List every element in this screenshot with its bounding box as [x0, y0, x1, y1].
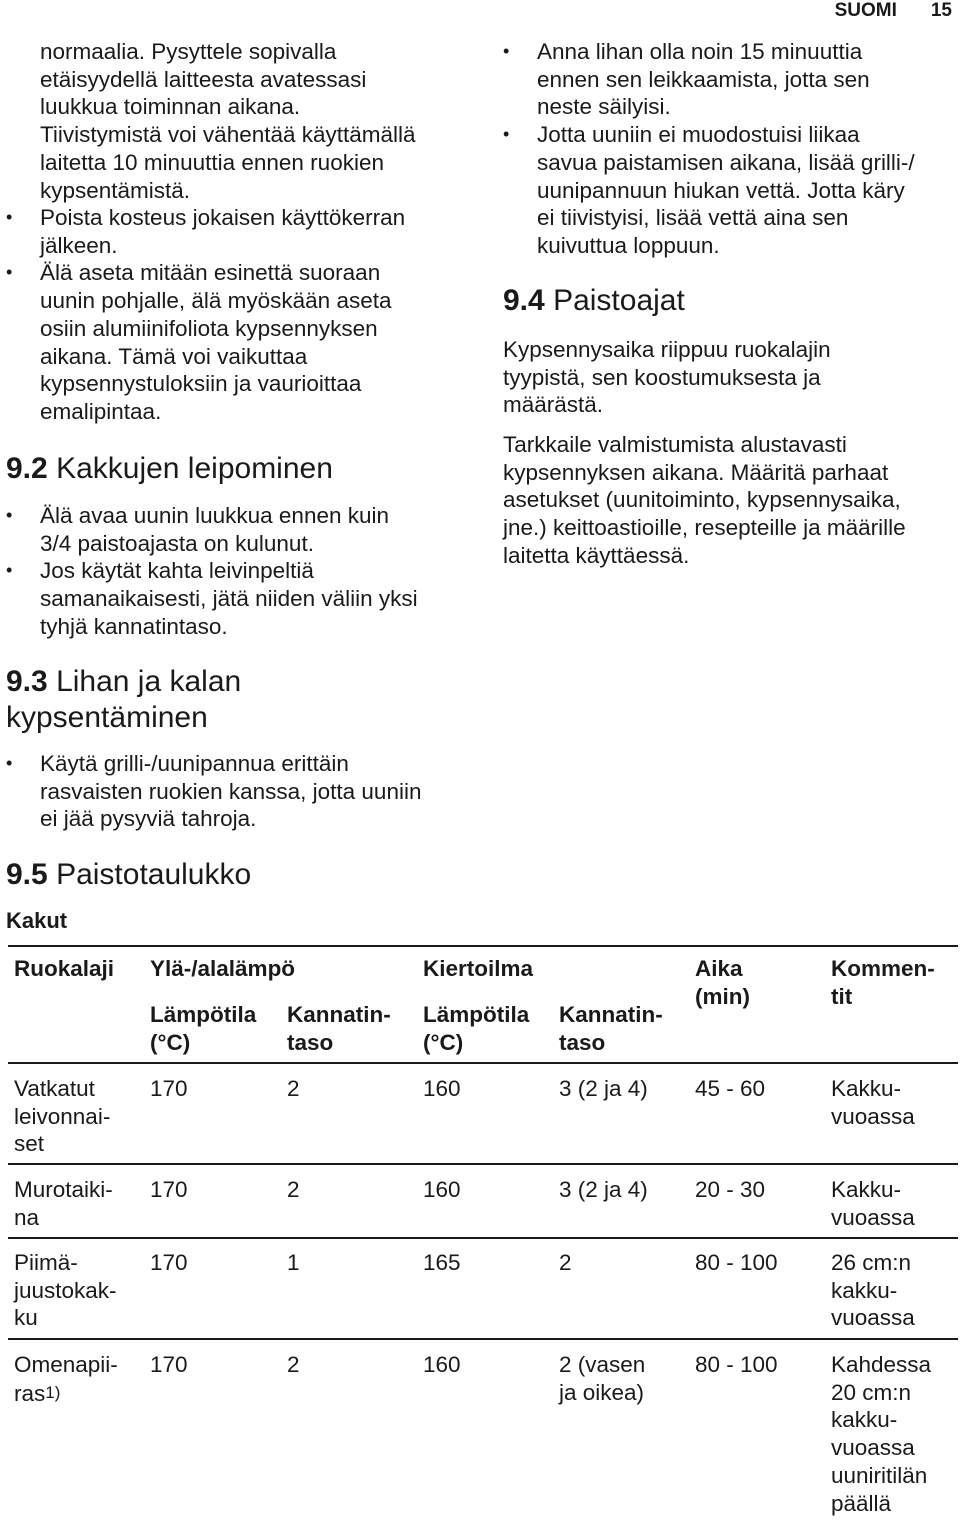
- header-line: (°C): [423, 1029, 464, 1055]
- header-time: [695, 955, 750, 1010]
- bullet-line: • Jos käytät kahta leivinpeltiä: [40, 558, 314, 584]
- bullet-line: • Jotta uuniin ei muodostuisi liikaa: [537, 122, 860, 148]
- bullet-line: jälkeen.: [40, 232, 118, 258]
- cell-line: juustokak-: [14, 1277, 117, 1303]
- cell-line: 20 cm:n: [831, 1379, 912, 1405]
- cell-line: kakku-: [831, 1407, 898, 1433]
- bullet-item: [503, 121, 953, 260]
- bullet-line: ennen sen leikkaamista, jotta sen: [537, 66, 870, 92]
- header-fan-level: [559, 1001, 663, 1056]
- row-fan-temp: 160: [423, 1177, 461, 1202]
- cell-line: Omenapii-: [14, 1352, 118, 1377]
- row-food: [14, 1249, 117, 1332]
- bullet-item: [503, 38, 953, 121]
- footnote-marker: 1): [45, 1382, 61, 1402]
- header-line: tit: [831, 983, 853, 1009]
- bullet-line: tyhjä kannatintaso.: [40, 613, 228, 639]
- cell-line: Kakku-: [831, 1076, 902, 1101]
- cell-line: 2: [559, 1250, 572, 1275]
- cell-line: vuoassa: [831, 1435, 915, 1461]
- bullet-line: ei jää pysyviä tahroja.: [40, 806, 257, 832]
- table-subtitle: Kakut: [6, 908, 68, 933]
- cell-line: ku: [14, 1305, 38, 1331]
- table-rule: [8, 1237, 958, 1239]
- right-bullets: [503, 38, 953, 260]
- cell-line: leivonnai-: [14, 1103, 111, 1129]
- section-9-3-bullets: [6, 750, 486, 833]
- header-line: (min): [695, 983, 750, 1009]
- bullet-line: osiin alumiinifoliota kypsennyksen: [40, 315, 378, 341]
- intro-line: kypsentämistä.: [40, 177, 191, 203]
- bullet-line: uunin pohjalle, älä myöskään aseta: [40, 288, 392, 314]
- bullet-line: aikana. Tämä voi vaikuttaa: [40, 343, 308, 369]
- intro-line: normaalia. Pysyttele sopivalla: [40, 39, 337, 64]
- row-conv-temp: 170: [150, 1177, 188, 1202]
- paragraph-line: tyypistä, sen koostumuksesta ja: [503, 364, 821, 390]
- bullet-line: rasvaisten ruokien kanssa, jotta uuniin: [40, 778, 422, 804]
- page-header: [801, 0, 952, 22]
- row-time: 20 - 30: [695, 1177, 766, 1202]
- header-conv-temp: [150, 1001, 256, 1056]
- header-line: taso: [287, 1029, 334, 1055]
- header-line: (°C): [150, 1029, 191, 1055]
- page-number: 15: [930, 0, 952, 21]
- bullet-line: kypsennystuloksiin ja vaurioittaa: [40, 371, 362, 397]
- section-title: Paistotaulukko: [56, 858, 252, 891]
- section-number: 9.3: [6, 665, 48, 698]
- intro-line: etäisyydellä laitteesta avatessasi: [40, 66, 367, 92]
- row-comment: [831, 1351, 931, 1517]
- header-line: Lämpötila: [150, 1002, 257, 1027]
- section-heading-9-2: [6, 451, 333, 487]
- table-rule: [8, 1338, 958, 1340]
- header-line: Aika: [695, 956, 743, 981]
- intro-line: laitetta 10 minuuttia ennen ruokien: [40, 149, 384, 175]
- intro-line: Tiivistymistä voi vähentää käyttämällä: [40, 122, 416, 148]
- table-rule: [8, 1163, 958, 1165]
- paragraph-line: Kypsennysaika riippuu ruokalajin: [503, 337, 831, 362]
- section-9-4-paragraph: [503, 431, 958, 570]
- paragraph-line: laitetta käyttäessä.: [503, 542, 690, 568]
- header-line: taso: [559, 1029, 606, 1055]
- row-food: [14, 1176, 113, 1231]
- bullet-line: • Käytä grilli-/uunipannua erittäin: [40, 751, 349, 776]
- row-time: 45 - 60: [695, 1076, 766, 1101]
- bullet-item: [6, 259, 486, 425]
- bullet-line: samanaikaisesti, jätä niiden väliin yksi: [40, 586, 418, 612]
- section-number: 9.4: [503, 284, 545, 317]
- row-fan-temp: 160: [423, 1352, 461, 1377]
- row-fan-level: [559, 1351, 645, 1406]
- header-comments: [831, 955, 935, 1010]
- bullet-line: ei tiivistyisi, lisää vettä aina sen: [537, 205, 849, 231]
- section-title: kypsentäminen: [6, 701, 208, 734]
- left-bullets: [6, 204, 486, 426]
- bullet-line: savua paistamisen aikana, lisää grilli-/: [537, 149, 915, 175]
- section-title: Paistoajat: [553, 284, 685, 317]
- bullet-line: kuivuttua loppuun.: [537, 232, 720, 258]
- header-fan-temp: [423, 1001, 529, 1056]
- cell-line: Kakku-: [831, 1177, 902, 1202]
- section-title: Kakkujen leipominen: [56, 452, 333, 485]
- section-heading-9-4: [503, 283, 685, 319]
- cell-line: ja oikea): [559, 1379, 645, 1405]
- row-conv-temp: 170: [150, 1076, 188, 1101]
- header-conv-level: [287, 1001, 391, 1056]
- section-title: Lihan ja kalan: [56, 665, 242, 698]
- paragraph-line: Tarkkaile valmistumista alustavasti: [503, 432, 847, 457]
- bullet-line: • Älä aseta mitään esinettä suoraan: [40, 260, 381, 286]
- row-time: 80 - 100: [695, 1352, 778, 1377]
- cell-line: 26 cm:n: [831, 1250, 912, 1275]
- bullet-line: 3/4 paistoajasta on kulunut.: [40, 530, 314, 556]
- bullet-item: [6, 750, 486, 833]
- row-conv-level: 2: [287, 1076, 300, 1101]
- row-fan-level: [559, 1075, 648, 1103]
- left-intro: [40, 38, 480, 204]
- cell-line: set: [14, 1131, 45, 1157]
- intro-line: luukkua toiminnan aikana.: [40, 94, 301, 120]
- header-line: Kannatin-: [287, 1002, 391, 1027]
- cell-line: vuoassa: [831, 1103, 915, 1129]
- header-line: Kannatin-: [559, 1002, 663, 1027]
- row-fan-level: [559, 1249, 572, 1277]
- cell-line: 3 (2 ja 4): [559, 1076, 648, 1101]
- cell-line: Piimä-: [14, 1250, 78, 1275]
- row-conv-temp: 170: [150, 1352, 188, 1377]
- header-food: Ruokalaji: [14, 956, 115, 981]
- cell-line: 2 (vasen: [559, 1352, 646, 1377]
- header-line: Kommen-: [831, 956, 935, 981]
- row-food: [14, 1351, 118, 1407]
- row-fan-temp: 165: [423, 1250, 461, 1275]
- cell-line: vuoassa: [831, 1305, 915, 1331]
- header-conventional: Ylä-/alalämpö: [150, 956, 296, 981]
- row-conv-level: 2: [287, 1352, 300, 1377]
- row-comment: [831, 1249, 915, 1332]
- section-9-2-bullets: [6, 502, 486, 641]
- cell-line: uuniritilän: [831, 1462, 928, 1488]
- row-fan-temp: 160: [423, 1076, 461, 1101]
- bullet-line: • Anna lihan olla noin 15 minuuttia: [537, 39, 863, 64]
- section-heading-9-3: [6, 664, 241, 736]
- paragraph-line: jne.) keittoastioille, resepteille ja määrille: [503, 515, 906, 541]
- bullet-line: neste säilyisi.: [537, 94, 671, 120]
- paragraph-line: määrästä.: [503, 392, 604, 418]
- row-conv-level: 1: [287, 1250, 300, 1275]
- header-fan: Kiertoilma: [423, 956, 534, 981]
- section-9-4-paragraph: [503, 336, 958, 419]
- row-comment: [831, 1176, 915, 1231]
- section-number: 9.5: [6, 858, 48, 891]
- section-number: 9.2: [6, 452, 48, 485]
- cell-line: ras: [14, 1380, 46, 1406]
- row-conv-level: 2: [287, 1177, 300, 1202]
- paragraph-line: asetukset (uunitoiminto, kypsennysaika,: [503, 487, 901, 513]
- row-conv-temp: 170: [150, 1250, 188, 1275]
- row-time: 80 - 100: [695, 1250, 778, 1275]
- bullet-item: [6, 204, 486, 259]
- bullet-item: [6, 557, 486, 640]
- bullet-line: • Älä avaa uunin luukkua ennen kuin: [40, 503, 390, 528]
- header-line: Lämpötila: [423, 1002, 530, 1027]
- table-rule: [8, 1062, 958, 1064]
- language-label: SUOMI: [834, 0, 897, 21]
- cell-line: päällä: [831, 1490, 892, 1516]
- row-fan-level: [559, 1176, 648, 1204]
- cell-line: Murotaiki-: [14, 1177, 113, 1202]
- row-comment: [831, 1075, 915, 1130]
- cell-line: 3 (2 ja 4): [559, 1177, 648, 1202]
- bullet-item: [6, 502, 486, 557]
- cell-line: Vatkatut: [14, 1076, 95, 1101]
- cell-line: na: [14, 1204, 40, 1230]
- bullet-line: uunipannuun hiukan vettä. Jotta käry: [537, 177, 905, 203]
- cell-line: Kahdessa: [831, 1352, 932, 1377]
- row-food: [14, 1075, 110, 1158]
- paragraph-line: kypsennyksen aikana. Määritä parhaat: [503, 459, 889, 485]
- bullet-line: emalipintaa.: [40, 398, 162, 424]
- section-heading-9-5: [6, 857, 251, 893]
- bullet-line: • Poista kosteus jokaisen käyttökerran: [40, 205, 406, 230]
- cell-line: vuoassa: [831, 1204, 915, 1230]
- cell-line: kakku-: [831, 1277, 898, 1303]
- table-rule: [8, 945, 958, 947]
